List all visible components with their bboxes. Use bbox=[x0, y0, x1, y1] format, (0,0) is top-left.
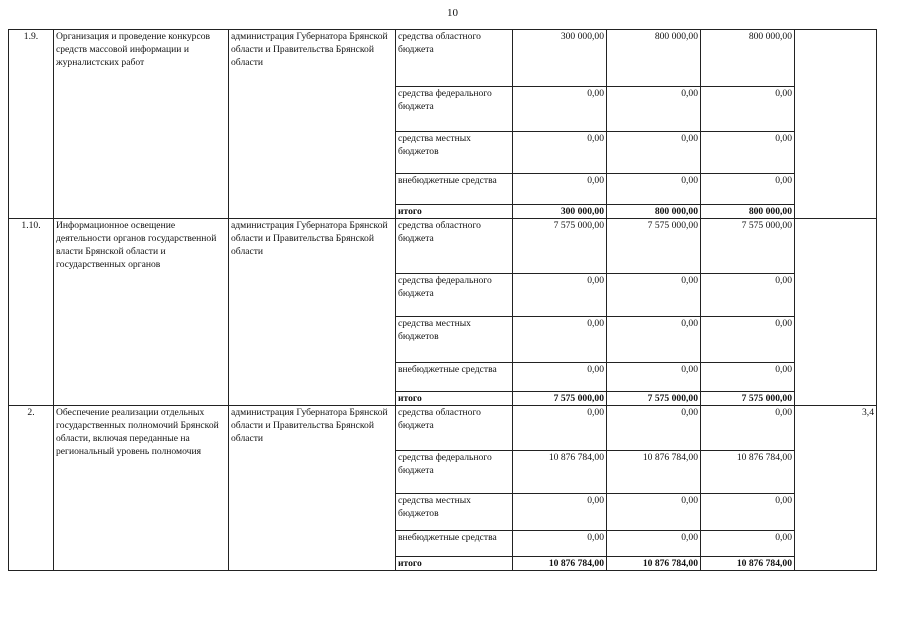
amount-cell: 0,00 bbox=[701, 87, 795, 132]
funding-source: средства областного бюджета bbox=[396, 406, 513, 451]
item-number: 2. bbox=[9, 406, 54, 571]
amount-cell: 0,00 bbox=[701, 174, 795, 205]
amount-cell: 0,00 bbox=[513, 531, 607, 557]
amount-cell: 0,00 bbox=[513, 317, 607, 363]
amount-cell: 10 876 784,00 bbox=[513, 557, 607, 571]
amount-cell: 10 876 784,00 bbox=[701, 557, 795, 571]
amount-cell: 800 000,00 bbox=[701, 30, 795, 87]
indicator-ref bbox=[795, 30, 877, 219]
funding-source: итого bbox=[396, 205, 513, 219]
indicator-ref: 3,4 bbox=[795, 406, 877, 571]
funding-source: средства областного бюджета bbox=[396, 30, 513, 87]
item-name: Информационное освещение деятельности органов государственной власти Брянской области и государственных органов bbox=[54, 219, 229, 406]
amount-cell: 0,00 bbox=[607, 363, 701, 392]
amount-cell: 10 876 784,00 bbox=[607, 451, 701, 494]
amount-cell: 7 575 000,00 bbox=[607, 392, 701, 406]
item-executor: администрация Губернатора Брянской области и Правительства Брянской области bbox=[229, 219, 396, 406]
amount-cell: 0,00 bbox=[607, 132, 701, 174]
funding-source: средства областного бюджета bbox=[396, 219, 513, 274]
funding-source: внебюджетные средства bbox=[396, 174, 513, 205]
funding-source: средства местных бюджетов bbox=[396, 494, 513, 531]
funding-source: средства федерального бюджета bbox=[396, 274, 513, 317]
amount-cell: 0,00 bbox=[701, 363, 795, 392]
funding-source: итого bbox=[396, 392, 513, 406]
indicator-ref bbox=[795, 219, 877, 406]
amount-cell: 300 000,00 bbox=[513, 30, 607, 87]
amount-cell: 7 575 000,00 bbox=[513, 219, 607, 274]
amount-cell: 0,00 bbox=[513, 174, 607, 205]
funding-source: средства местных бюджетов bbox=[396, 317, 513, 363]
item-executor: администрация Губернатора Брянской области и Правительства Брянской области bbox=[229, 406, 396, 571]
item-number: 1.10. bbox=[9, 219, 54, 406]
amount-cell: 800 000,00 bbox=[701, 205, 795, 219]
funding-source: внебюджетные средства bbox=[396, 531, 513, 557]
amount-cell: 800 000,00 bbox=[607, 30, 701, 87]
amount-cell: 0,00 bbox=[701, 406, 795, 451]
amount-cell: 0,00 bbox=[607, 87, 701, 132]
amount-cell: 7 575 000,00 bbox=[513, 392, 607, 406]
table-row bbox=[9, 219, 877, 274]
page-number: 10 bbox=[447, 7, 458, 19]
amount-cell: 0,00 bbox=[607, 317, 701, 363]
table-row bbox=[9, 30, 877, 87]
amount-cell: 0,00 bbox=[701, 274, 795, 317]
amount-cell: 0,00 bbox=[701, 531, 795, 557]
amount-cell: 10 876 784,00 bbox=[513, 451, 607, 494]
amount-cell: 0,00 bbox=[607, 494, 701, 531]
amount-cell: 10 876 784,00 bbox=[701, 451, 795, 494]
amount-cell: 0,00 bbox=[701, 317, 795, 363]
amount-cell: 7 575 000,00 bbox=[701, 392, 795, 406]
amount-cell: 0,00 bbox=[607, 531, 701, 557]
amount-cell: 0,00 bbox=[513, 363, 607, 392]
amount-cell: 0,00 bbox=[607, 274, 701, 317]
amount-cell: 0,00 bbox=[607, 174, 701, 205]
amount-cell: 0,00 bbox=[701, 494, 795, 531]
item-name: Обеспечение реализации отдельных государственных полномочий Брянской области, включая переданные на региональный уровень полномочия bbox=[54, 406, 229, 571]
table-row bbox=[9, 406, 877, 451]
amount-cell: 7 575 000,00 bbox=[701, 219, 795, 274]
amount-cell: 0,00 bbox=[607, 406, 701, 451]
item-executor: администрация Губернатора Брянской области и Правительства Брянской области bbox=[229, 30, 396, 219]
amount-cell: 800 000,00 bbox=[607, 205, 701, 219]
amount-cell: 0,00 bbox=[701, 132, 795, 174]
amount-cell: 0,00 bbox=[513, 87, 607, 132]
amount-cell: 0,00 bbox=[513, 494, 607, 531]
funding-source: внебюджетные средства bbox=[396, 363, 513, 392]
amount-cell: 0,00 bbox=[513, 132, 607, 174]
amount-cell: 7 575 000,00 bbox=[607, 219, 701, 274]
amount-cell: 10 876 784,00 bbox=[607, 557, 701, 571]
item-name: Организация и проведение конкурсов средств массовой информации и журналистских работ bbox=[54, 30, 229, 219]
funding-source: средства местных бюджетов bbox=[396, 132, 513, 174]
amount-cell: 300 000,00 bbox=[513, 205, 607, 219]
amount-cell: 0,00 bbox=[513, 406, 607, 451]
amount-cell: 0,00 bbox=[513, 274, 607, 317]
funding-source: средства федерального бюджета bbox=[396, 87, 513, 132]
item-number: 1.9. bbox=[9, 30, 54, 219]
funding-source: средства федерального бюджета bbox=[396, 451, 513, 494]
funding-source: итого bbox=[396, 557, 513, 571]
budget-table bbox=[8, 29, 877, 571]
